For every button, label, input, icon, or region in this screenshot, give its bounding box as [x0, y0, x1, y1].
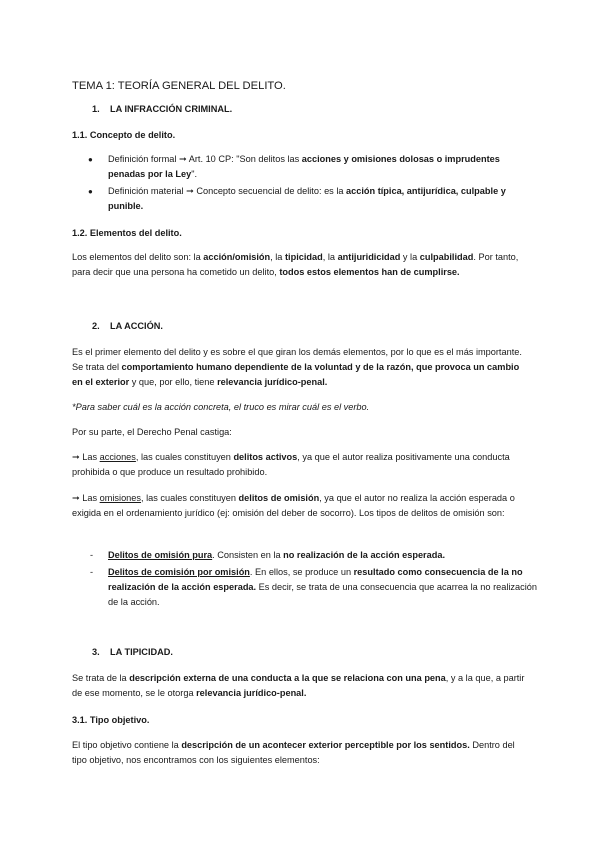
paragraph-acciones: ➞ Las acciones, las cuales constituyen delitos activos, ya que el autor realiza positivamente una conducta prohibida o que produce un resultado prohibido.	[72, 452, 510, 477]
paragraph-tipicidad: Se trata de la descripción externa de una conducta a la que se relaciona con una pena, y a la que, a partir de ese momento, se le otorga relevancia jurídico-penal.	[72, 673, 525, 698]
paragraph-omisiones: ➞ Las omisiones, las cuales constituyen delitos de omisión, ya que el autor no realiza la acción esperada o exigida en el ordenamiento jurídico (ej: omisión del deber de socorro). Los tipos de delitos de omisión son:	[72, 493, 515, 518]
subheading-tipo-objetivo: 3.1. Tipo objetivo.	[72, 715, 150, 725]
note: *Para saber cuál es la acción concreta, el truco es mirar cuál es el verbo.	[72, 402, 370, 412]
subheading-elementos: 1.2. Elementos del delito.	[72, 228, 182, 238]
list-item: - Delitos de omisión pura. Consisten en la no realización de la acción esperada.	[88, 548, 538, 563]
paragraph-elementos: Los elementos del delito son: la acción/omisión, la tipicidad, la antijuridicidad y la culpabilidad. Por tanto, para decir que una persona ha cometido un delito, todos estos elementos han de cumplirse.	[72, 252, 519, 277]
section-heading-1: 1. LA INFRACCIÓN CRIMINAL.	[92, 104, 233, 114]
omission-types-list	[88, 548, 538, 610]
list-item: - Delitos de comisión por omisión. En ellos, se produce un resultado como consecuencia de la no realización de la acción esperada. Es decir, se trata de una consecuencia que acarrea la no realización de la acción.	[88, 565, 538, 610]
section-heading-3: 3. LA TIPICIDAD.	[92, 647, 173, 657]
section-heading-2: 2. LA ACCIÓN.	[92, 321, 163, 331]
paragraph-accion: Es el primer elemento del delito y es sobre el que giran los demás elementos, por lo que es el más importante. Se trata del comportamiento humano dependiente de la voluntad y de la razón, que provoca un cambio en el exterior y que, por ello, tiene relevancia jurídico-penal.	[72, 347, 522, 387]
list-item: ● Definición material ➞ Concepto secuencial de delito: es la acción típica, antijurídica, culpable y punible.	[88, 184, 538, 214]
definitions-list	[88, 152, 538, 214]
list-item: ● Definición formal ➞ Art. 10 CP: "Son delitos las acciones y omisiones dolosas o imprudentes penadas por la Ley".	[88, 152, 538, 182]
paragraph-tipo-objetivo: El tipo objetivo contiene la descripción de un acontecer exterior perceptible por los sentidos. Dentro del tipo objetivo, nos encontramos con los siguientes elementos:	[72, 740, 515, 765]
document-title: TEMA 1: TEORÍA GENERAL DEL DELITO.	[72, 80, 286, 92]
subheading-concepto: 1.1. Concepto de delito.	[72, 130, 176, 140]
paragraph-castiga: Por su parte, el Derecho Penal castiga:	[72, 427, 232, 437]
